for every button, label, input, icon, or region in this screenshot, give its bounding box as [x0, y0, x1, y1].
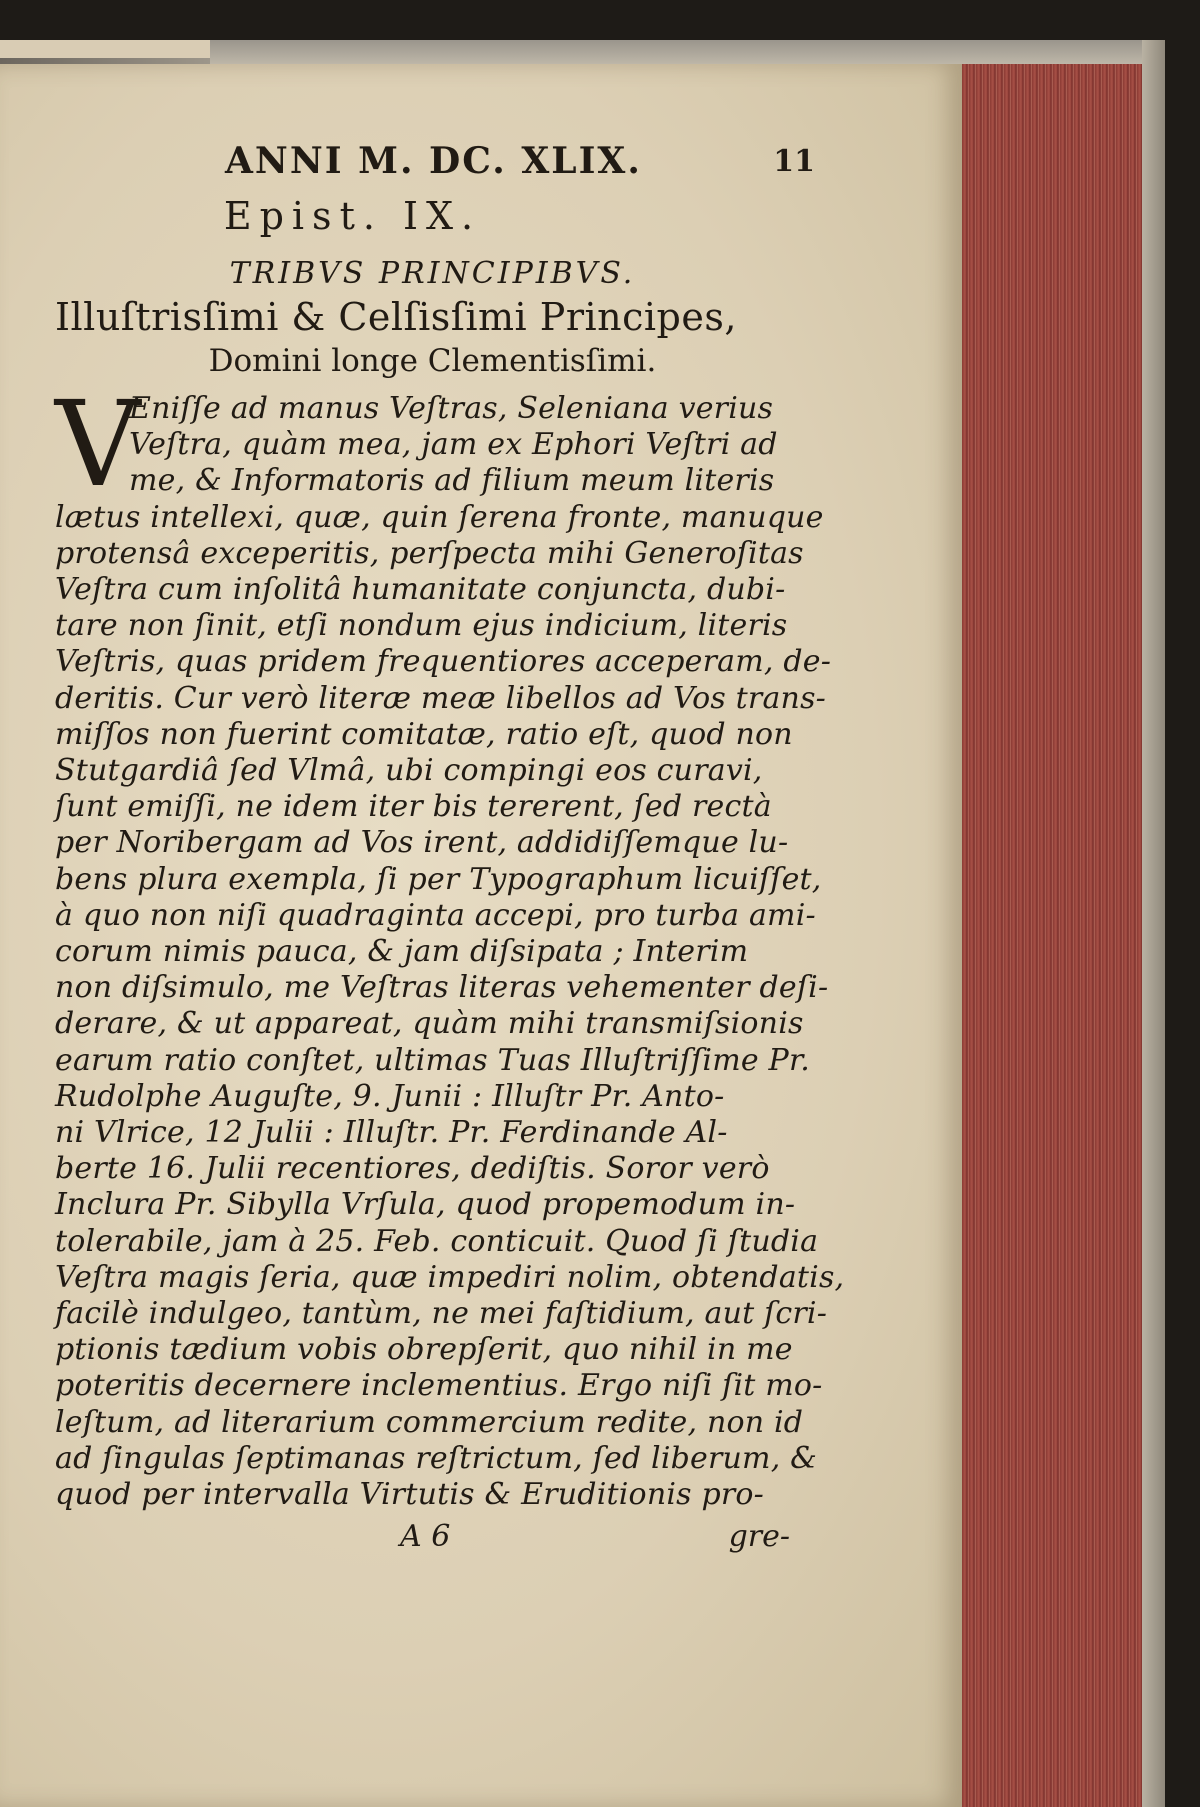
- epistle-heading: Epist. IX.: [223, 194, 482, 238]
- body-line: Inclura Pr. Sibylla Vrſula, quod propemodum in-: [55, 1187, 796, 1223]
- body-line: ad ſingulas ſeptimanas reſtrictum, ſed liberum, &: [55, 1440, 818, 1476]
- body-line: derare, & ut appareat, quàm mihi transmiſsionis: [55, 1006, 804, 1042]
- signature-mark: A 6: [400, 1519, 451, 1555]
- running-title: ANNI M. DC. XLIX.: [225, 140, 642, 182]
- body-line: ptionis tædium vobis obrepſerit, quo nihil in me: [55, 1332, 793, 1368]
- salutation-line-1: Illuſtrisſimi & Celſisſimi Principes,: [55, 295, 737, 339]
- body-line: Rudolphe Auguſte, 9. Junii : Illuſtr Pr. Anto-: [55, 1078, 725, 1114]
- body-line: quod per intervalla Virtutis & Eruditionis pro-: [55, 1477, 765, 1513]
- body-line: bens plura exempla, ſi per Typographum licuiſſet,: [55, 861, 822, 897]
- body-line: Stutgardiâ ſed Vlmâ, ubi compingi eos curavi,: [55, 753, 763, 789]
- body-line: Veſtris, quas pridem frequentiores acceperam, de-: [55, 644, 832, 680]
- body-line: earum ratio conſtet, ultimas Tuas Illuſtriſſime Pr.: [55, 1042, 810, 1078]
- body-line: leſtum, ad literarium commercium redite, non id: [55, 1404, 804, 1440]
- body-line: ſunt emiſſi, ne idem iter bis tererent, ſed rectà: [55, 789, 772, 825]
- book-cover-right-edge: [1142, 40, 1165, 1807]
- body-line: protensâ exceperitis, perſpecta mihi Generoſitas: [55, 535, 804, 571]
- body-line: miſſos non fuerint comitatæ, ratio eſt, quod non: [55, 716, 793, 752]
- body-line: Veſtra magis ſeria, quæ impediri nolim, obtendatis,: [55, 1259, 845, 1295]
- body-line: poteritis decernere inclementius. Ergo niſi ſit mo-: [55, 1368, 823, 1404]
- body-line: à quo non niſi quadraginta accepi, pro turba ami-: [55, 897, 816, 933]
- letter-body: [55, 375, 845, 1513]
- body-line: tolerabile, jam à 25. Feb. conticuit. Quod ſi ſtudia: [55, 1223, 819, 1259]
- body-line: berte 16. Julii recentiores, dediſtis. Soror verò: [55, 1151, 770, 1187]
- body-line: non diſsimulo, me Veſtras literas vehementer deſi-: [55, 970, 829, 1006]
- page-fore-edge: [962, 64, 1142, 1807]
- body-line: lætus intellexi, quæ, quin ſerena fronte, manuque: [55, 499, 824, 535]
- body-line: ni Vlrice, 12 Julii : Illuſtr. Pr. Ferdinande Al-: [55, 1115, 728, 1151]
- letter-address: TRIBVS PRINCIPIBVS.: [229, 256, 636, 291]
- body-line: Eniſſe ad manus Veſtras, Seleniana verius: [129, 391, 774, 426]
- body-line: Veſtra, quàm mea, jam ex Ephori Veſtri ad: [129, 427, 778, 463]
- page-number: 11: [773, 144, 815, 179]
- salutation-line-2: Domini longe Clementisſimi.: [208, 343, 657, 379]
- catchword: gre-: [728, 1519, 790, 1555]
- running-head: [55, 140, 815, 190]
- body-line: facilè indulgeo, tantùm, ne mei faſtidium, aut ſcri-: [55, 1296, 828, 1332]
- body-line: tare non ſinit, etſi nondum ejus indicium, literis: [55, 608, 788, 644]
- drop-cap: V: [55, 375, 141, 513]
- body-line: deritis. Cur verò literæ meæ libellos ad Vos trans-: [55, 680, 827, 716]
- body-line: me, & Informatoris ad filium meum literis: [129, 463, 775, 499]
- body-line: Veſtra cum inſolitâ humanitate conjuncta, dubi-: [55, 572, 786, 608]
- body-line: corum nimis pauca, & jam diſsipata ; Interim: [55, 934, 749, 970]
- page-text: [55, 140, 845, 1559]
- page-footer: [55, 1519, 810, 1559]
- body-line: per Noribergam ad Vos irent, addidiſſemque lu-: [55, 825, 789, 861]
